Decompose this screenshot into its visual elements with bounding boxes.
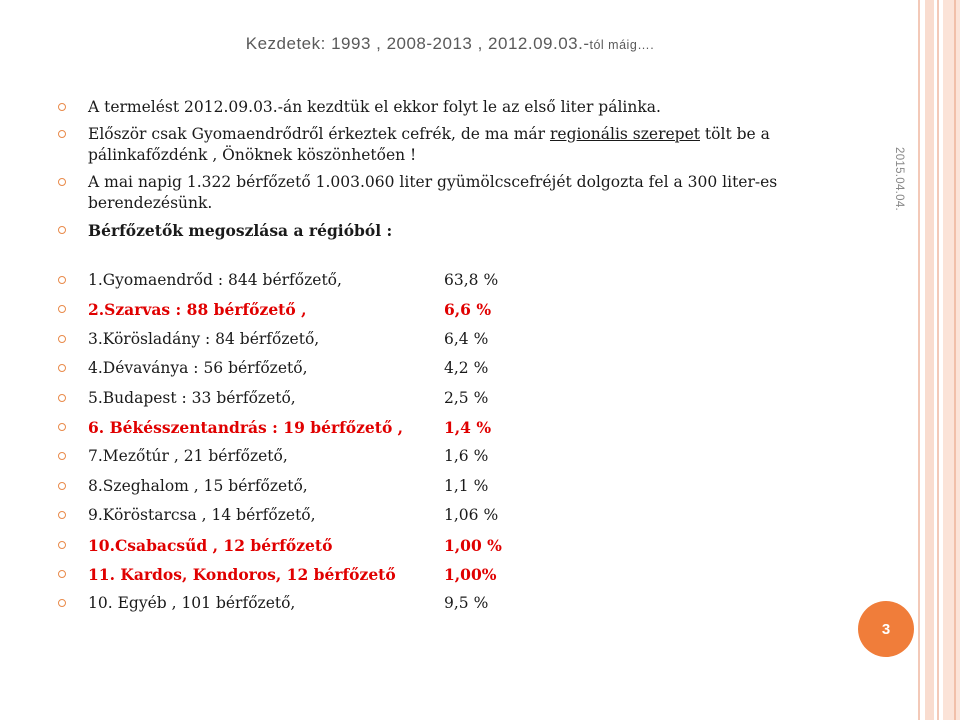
table-row [56, 593, 846, 614]
row-name: 6. Békésszentandrás : 19 bérfőzető , [88, 417, 404, 437]
bullet-icon [58, 130, 66, 138]
row-name: 10.Csabacsűd , 12 bérfőzető [88, 535, 333, 555]
table-row [56, 329, 846, 350]
title-main: Kezdetek: 1993 , 2008-2013 , 2012.09.03.- [245, 34, 590, 53]
list-item [56, 172, 846, 214]
row-percent: 4,2 % [444, 359, 489, 378]
row-name: 10. Egyéb , 101 bérfőzető, [88, 594, 296, 613]
table-row [56, 270, 846, 291]
distribution-list [56, 270, 846, 623]
table-row [56, 358, 846, 379]
row-name: 4.Dévaványa : 56 bérfőzető, [88, 359, 308, 378]
row-percent: 1,00 % [444, 535, 502, 555]
bullet-icon [58, 226, 66, 234]
intro-text-before: Először csak Gyomaendrődről érkeztek cefrék, de ma már [88, 125, 550, 143]
title-small: tól máig…. [589, 38, 655, 52]
bullet-icon [58, 599, 66, 607]
slide-title [60, 34, 840, 54]
intro-text-underlined: regionális szerepet [549, 125, 700, 143]
table-row [56, 564, 846, 585]
content-list [56, 97, 846, 251]
row-percent: 1,6 % [444, 447, 489, 466]
list-item [56, 97, 846, 118]
row-percent: 9,5 % [444, 594, 489, 613]
row-name: 3.Körösladány : 84 bérfőzető, [88, 329, 320, 348]
frame-stripe [937, 0, 939, 720]
bullet-icon [58, 335, 66, 343]
bullet-icon [58, 452, 66, 460]
bullet-icon [58, 541, 66, 549]
frame-stripe [954, 0, 956, 720]
bullet-icon [58, 394, 66, 402]
row-name: 5.Budapest : 33 bérfőzető, [88, 388, 296, 407]
table-row [56, 535, 846, 556]
row-percent: 63,8 % [444, 271, 499, 289]
bullet-icon [58, 103, 66, 111]
intro-text: A termelést 2012.09.03.-án kezdtük el ekkor folyt le az első liter pálinka. [88, 98, 661, 116]
intro-text-after: tölt be a pálinkafőzdénk , Önöknek köszönhetően ! [88, 125, 770, 164]
bullet-icon [58, 423, 66, 431]
row-percent: 1,00% [444, 564, 497, 584]
bullet-icon [58, 482, 66, 490]
page-number-badge: 3 [858, 601, 914, 657]
row-name: 2.Szarvas : 88 bérfőzető , [88, 300, 307, 320]
row-percent: 6,6 % [444, 300, 492, 320]
distribution-heading: Bérfőzetők megoszlása a régióból : [88, 221, 393, 240]
row-name: 7.Mezőtúr , 21 bérfőzető, [88, 447, 288, 466]
table-row [56, 476, 846, 497]
row-name: 1.Gyomaendrőd : 844 bérfőzető, [88, 271, 342, 289]
row-percent: 6,4 % [444, 329, 489, 348]
table-row [56, 299, 846, 320]
table-row [56, 388, 846, 409]
row-name: 11. Kardos, Kondoros, 12 bérfőzető [88, 564, 396, 584]
bullet-icon [58, 364, 66, 372]
frame-stripe [925, 0, 934, 720]
row-name: 9.Köröstarcsa , 14 bérfőzető, [88, 506, 316, 525]
frame-stripe [918, 0, 920, 720]
bullet-icon [58, 178, 66, 186]
list-item [56, 220, 846, 241]
bullet-icon [58, 276, 66, 284]
row-name: 8.Szeghalom , 15 bérfőzető, [88, 476, 308, 495]
table-row [56, 446, 846, 467]
row-percent: 1,1 % [444, 476, 489, 495]
bullet-icon [58, 511, 66, 519]
frame-stripe [943, 0, 960, 720]
slide-date: 2015.04.04. [893, 147, 905, 212]
row-percent: 2,5 % [444, 388, 489, 407]
table-row [56, 417, 846, 438]
list-item [56, 124, 846, 166]
table-row [56, 505, 846, 526]
intro-text: A mai napig 1.322 bérfőzető 1.003.060 liter gyümölcscefréjét dolgozta fel a 300 liter-es berendezésünk. [88, 173, 778, 212]
bullet-icon [58, 305, 66, 313]
bullet-icon [58, 570, 66, 578]
row-percent: 1,06 % [444, 506, 499, 525]
row-percent: 1,4 % [444, 417, 492, 437]
